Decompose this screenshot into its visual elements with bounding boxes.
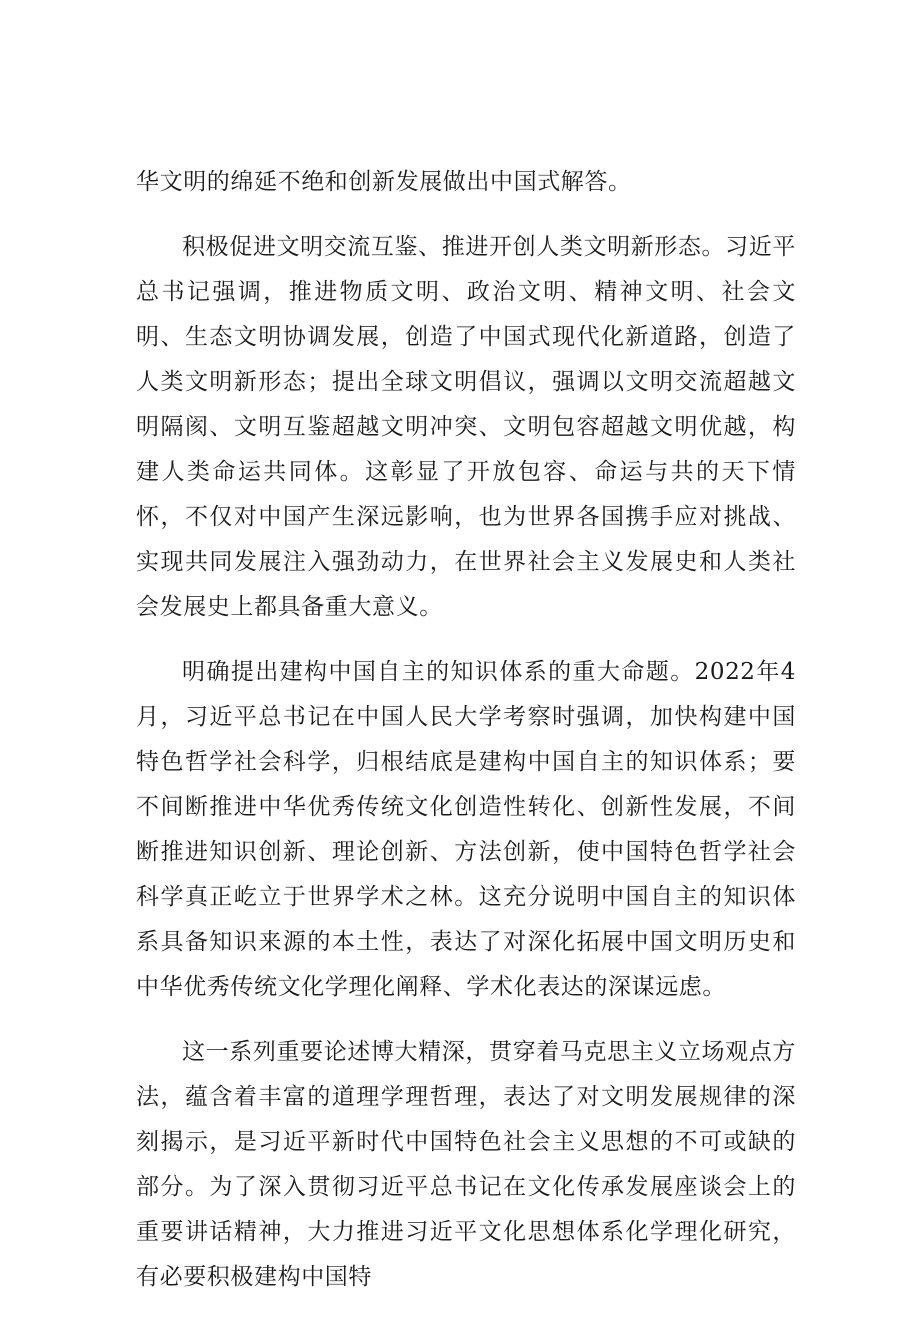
paragraph-continuation: 华文明的绵延不绝和创新发展做出中国式解答。 <box>136 169 632 195</box>
paragraph-important-discourse: 这一系列重要论述博大精深，贯穿着马克思主义立场观点方法，蕴含着丰富的道理学理哲理，表达了对文明发展规律的深刻揭示，是习近平新时代中国特色社会主义思想的不可或缺的部分。为了深入贯彻习近平总书记在文化传承发展座谈会上的重要讲话精神，大力推进习近平文化思想体系化学理化研究，有必要积极建构中国特 <box>136 1039 796 1290</box>
paragraph-civilization-exchange: 积极促进文明交流互鉴、推进开创人类文明新形态。习近平总书记强调，推进物质文明、政治文明、精神文明、社会文明、生态文明协调发展，创造了中国式现代化新道路，创造了人类文明新形态；提出全球文明倡议，强调以文明交流超越文明隔阂、文明互鉴超越文明冲突、文明包容超越文明优越，构建人类命运共同体。这彰显了开放包容、命运与共的天下情怀，不仅对中国产生深远影响，也为世界各国携手应对挑战、实现共同发展注入强劲动力，在世界社会主义发展史和人类社会发展史上都具备重大意义。 <box>136 234 796 620</box>
paragraph-knowledge-system: 明确提出建构中国自主的知识体系的重大命题。2022年4月，习近平总书记在中国人民大学考察时强调，加快构建中国特色哲学社会科学，归根结底是建构中国自主的知识体系；要不间断推进中华优秀传统文化创造性转化、创新性发展，不间断推进知识创新、理论创新、方法创新，使中国特色哲学社会科学真正屹立于世界学术之林。这充分说明中国自主的知识体系具备知识来源的本土性，表达了对深化拓展中国文明历史和中华优秀传统文化学理化阐释、学术化表达的深谋远虑。 <box>136 659 796 1000</box>
document-body <box>136 160 796 1320</box>
